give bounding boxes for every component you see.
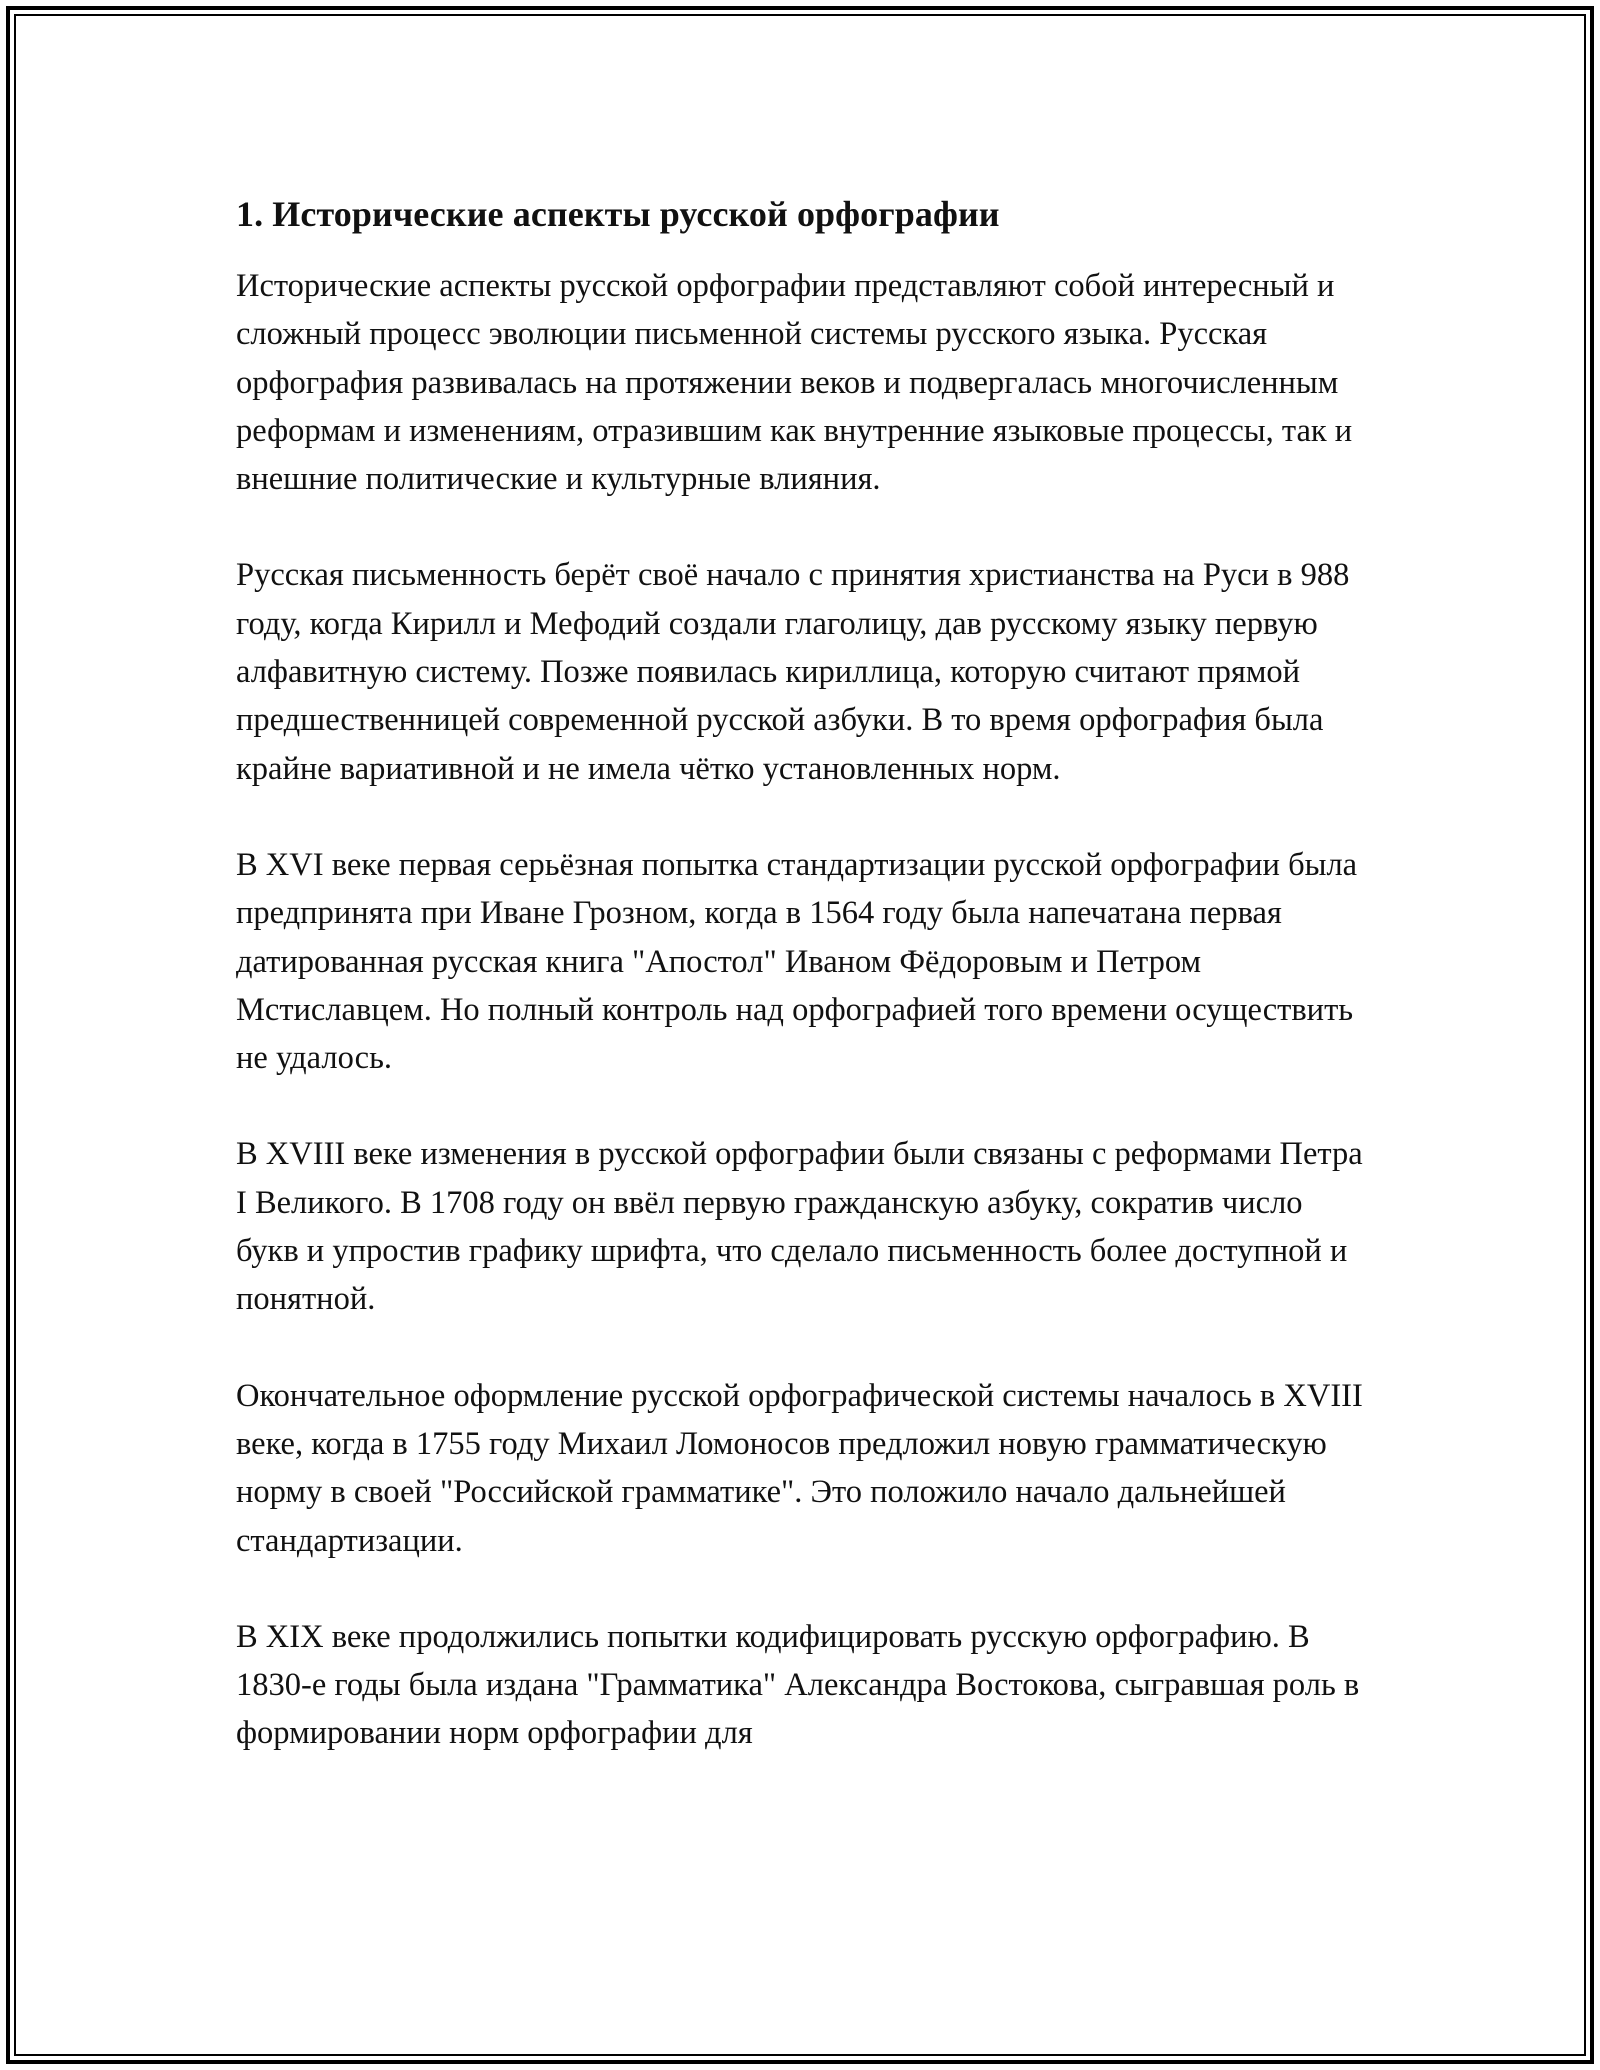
paragraph-4: В XVIII веке изменения в русской орфографии были связаны с реформами Петра I Великого. В 1708 году он ввёл первую гражданскую азбуку, сократив число букв и упростив графику шрифта, что сделало письменность более доступной и понятной. [236, 1136, 1363, 1318]
section-heading: 1. Исторические аспекты русской орфографии [236, 194, 1000, 234]
paragraph-6: В XIX веке продолжились попытки кодифицировать русскую орфографию. В 1830-е годы была издана "Грамматика" Александра Востокова, сыгравшая роль в формировании норм орфографии для [236, 1618, 1360, 1752]
document-body [236, 186, 1366, 1758]
paragraph-5: Окончательное оформление русской орфографической системы началось в XVIII веке, когда в 1755 году Михаил Ломоносов предложил новую грамматическую норму в своей "Российской грамматике". Это положило начало дальнейшей стандартизации. [236, 1377, 1363, 1559]
paragraph-1: Исторические аспекты русской орфографии представляют собой интересный и сложный процесс эволюции письменной системы русского языка. Русская орфография развивалась на протяжении веков и подвергалась многочисленным реформам и изменениям, отразившим как внутренние языковые процессы, так и внешние политические и культурные влияния. [236, 268, 1353, 498]
paragraph-3: В XVI веке первая серьёзная попытка стандартизации русской орфографии была предпринята при Иване Грозном, когда в 1564 году была напечатана первая датированная русская книга "Апостол" Иваном Фёдоровым и Петром Мстиславцем. Но полный контроль над орфографией того времени осуществить не удалось. [236, 846, 1358, 1077]
paragraph-2: Русская письменность берёт своё начало с принятия христианства на Руси в 988 году, когда Кирилл и Мефодий создали глаголицу, дав русскому языку первую алфавитную систему. Позже появилась кириллица, которую считают прямой предшественницей современной русской азбуки. В то время орфография была крайне вариативной и не имела чётко установленных норм. [236, 557, 1350, 787]
